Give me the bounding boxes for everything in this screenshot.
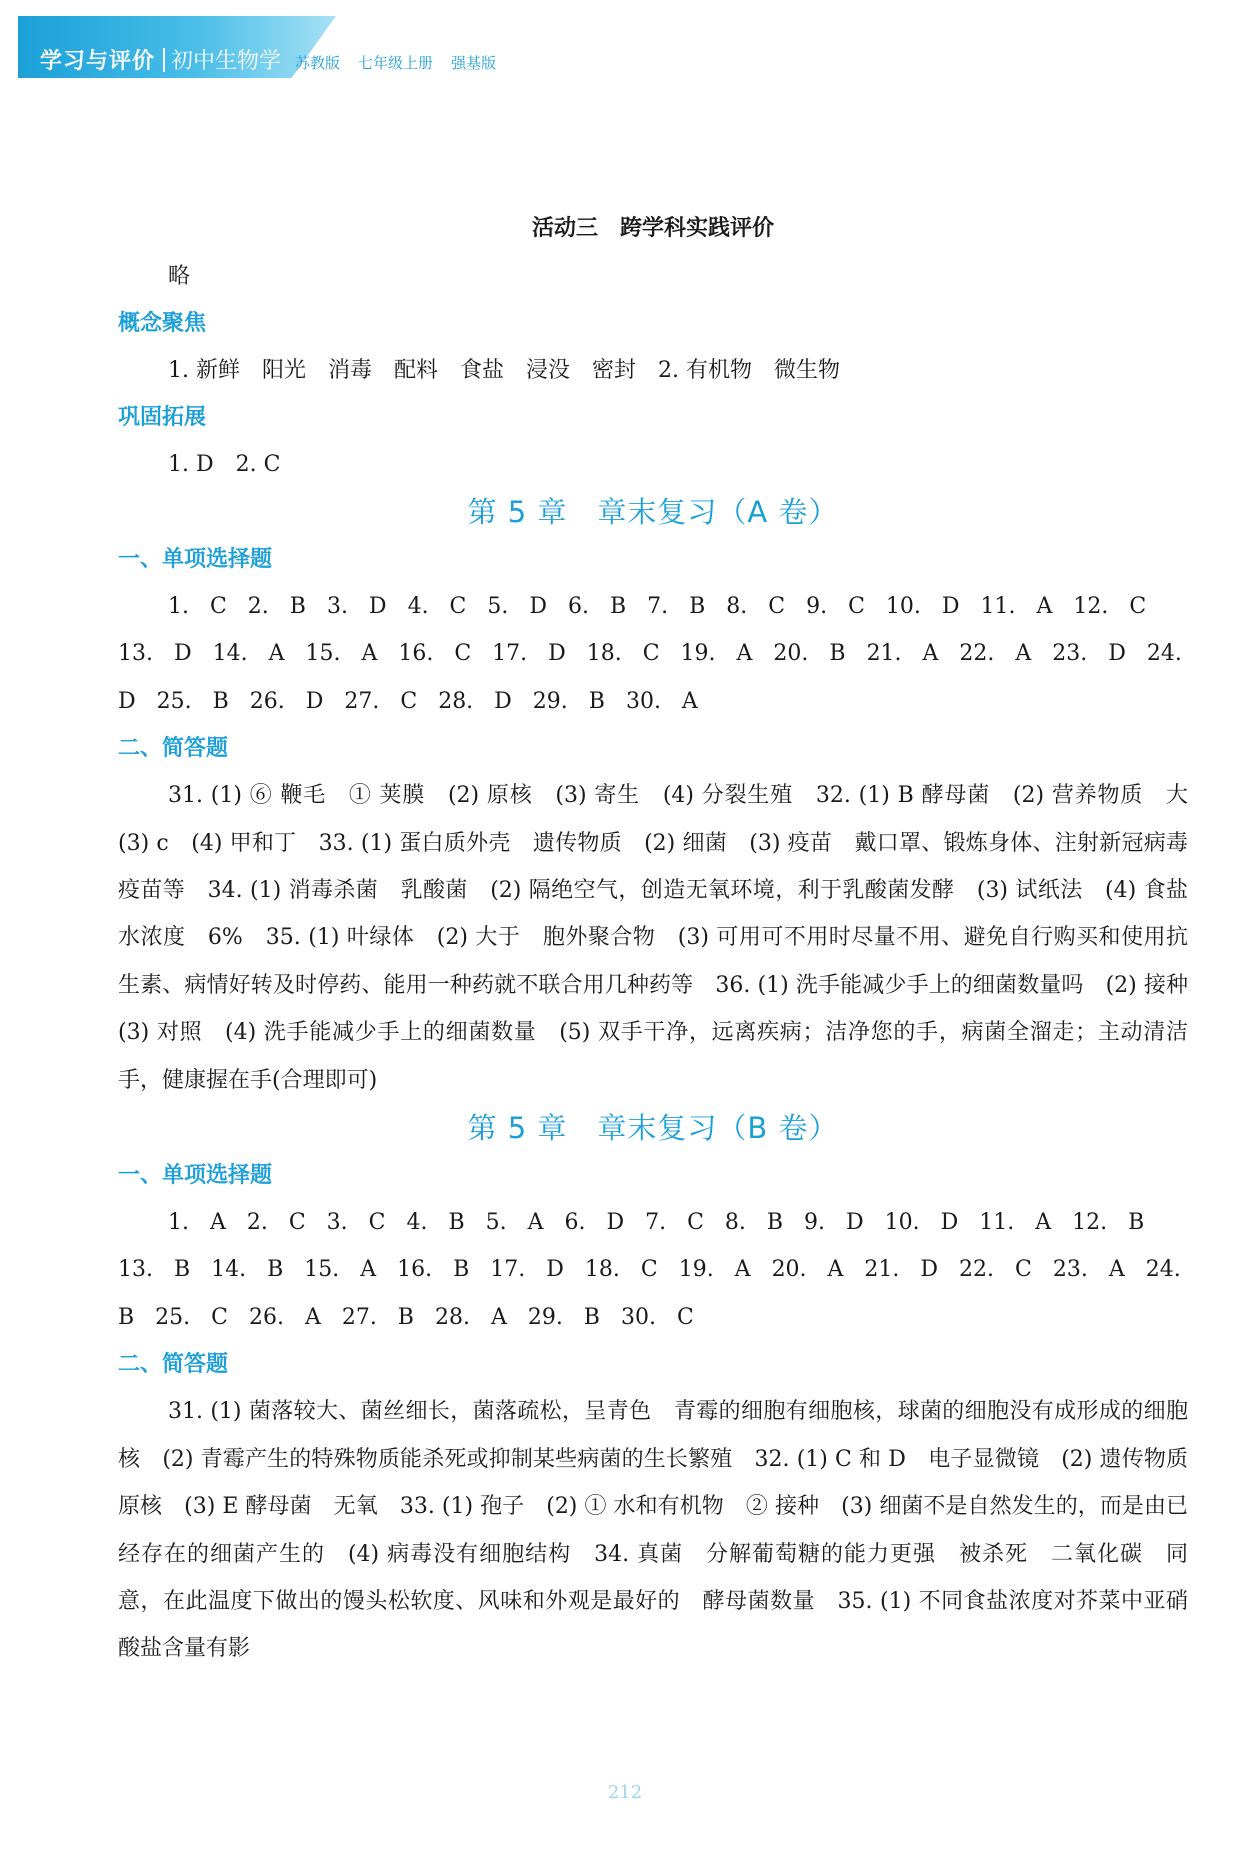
chapter5a-title: 第 5 章 章末复习（A 卷） — [467, 495, 839, 529]
header-brand: 学习与评价 — [40, 49, 156, 74]
chapter5b-title: 第 5 章 章末复习（B 卷） — [467, 1111, 839, 1146]
header-version: 强基版 — [451, 54, 497, 72]
concept-focus-heading: 概念聚焦 — [118, 311, 207, 336]
chapter5b-short-answer-text: 31. (1) 菌落较大、菌丝细长，菌落疏松，呈青色 青霉的细胞有细胞核，球菌的细胞没有成形成的细胞核 (2) 青霉产生的特殊物质能杀死或抑制某些病菌的生长繁殖 32. (1) C 和 D 电子显微镜 (2) 遗传物质 原核 (3) E 酵母菌 无氧 33. (1) 孢子 (2) ① 水和有机物 ② 接种 (3) 细菌不是自然发生的，而是由已经存在的细菌产生的 (4) 病毒没有细胞结构 34. 真菌 分解葡萄糖的能力更强 被杀死 二氧化碳 同意，在此温度下做出的馒头松软度、风味和外观是最好的 酵母菌数量 35. (1) 不同食盐浓度对芥菜中亚硝酸盐含量有影 — [118, 1399, 1211, 1662]
header-divider — [163, 48, 165, 72]
activity3-answer: 略 — [168, 264, 191, 289]
running-header — [40, 44, 514, 75]
chapter5b-single-choice-heading: 一、单项选择题 — [118, 1163, 273, 1189]
chapter5b-single-choice-answers: 1. A 2. C 3. C 4. B 5. A 6. D 7. C 8. B 9. D 10. D 11. A 12. B 13. B 14. B 15. A 16. B 17. D 18. C 19. A 20. A 21. D 22. C 23. A 24. B 25. C 26. A 27. B 28. A 29. B 30. C — [118, 1210, 1181, 1330]
chapter5a-single-choice-heading: 一、单项选择题 — [118, 547, 273, 572]
header-subject: 初中生物学 — [171, 49, 282, 74]
consolidate-answers: 1. D 2. C — [168, 452, 281, 477]
header-grade: 七年级上册 — [358, 54, 434, 72]
chapter5a-single-choice-answers: 1. C 2. B 3. D 4. C 5. D 6. B 7. B 8. C 9. C 10. D 11. A 12. C 13. D 14. A 15. A 16. C 17. D 18. C 19. A 20. B 21. A 22. A 23. D 24. D 25. B 26. D 27. C 28. D 29. B 30. A — [118, 594, 1182, 714]
chapter5a-short-answer-text: 31. (1) ⑥ 鞭毛 ① 荚膜 (2) 原核 (3) 寄生 (4) 分裂生殖 32. (1) B 酵母菌 (2) 营养物质 大 (3) c (4) 甲和丁 33. (1) 蛋白质外壳 遗传物质 (2) 细菌 (3) 疫苗 戴口罩、锻炼身体、注射新冠病毒疫苗等 34. (1) 消毒杀菌 乳酸菌 (2) 隔绝空气，创造无氧环境，利于乳酸菌发酵 (3) 试纸法 (4) 食盐水浓度 6% 35. (1) 叶绿体 (2) 大于 胞外聚合物 (3) 可用可不用时尽量不用、避免自行购买和使用抗生素、病情好转及时停药、能用一种药就不联合用几种药等 36. (1) 洗手能减少手上的细菌数量吗 (2) 接种 (3) 对照 (4) 洗手能减少手上的细菌数量 (5) 双手干净，远离疾病；洁净您的手，病菌全溜走；主动清洁手，健康握在手(合理即可) — [118, 783, 1211, 1093]
answer-key-content — [118, 205, 1211, 1673]
activity3-title: 活动三 跨学科实践评价 — [531, 216, 774, 241]
consolidate-heading: 巩固拓展 — [118, 405, 207, 430]
header-edition: 苏教版 — [295, 54, 341, 72]
concept-focus-answers: 1. 新鲜 阳光 消毒 配料 食盐 浸没 密封 2. 有机物 微生物 — [168, 358, 840, 383]
chapter5a-short-answer-heading: 二、简答题 — [118, 736, 229, 762]
chapter5b-short-answer-heading: 二、简答题 — [118, 1352, 229, 1378]
page-number: 212 — [607, 1782, 643, 1803]
